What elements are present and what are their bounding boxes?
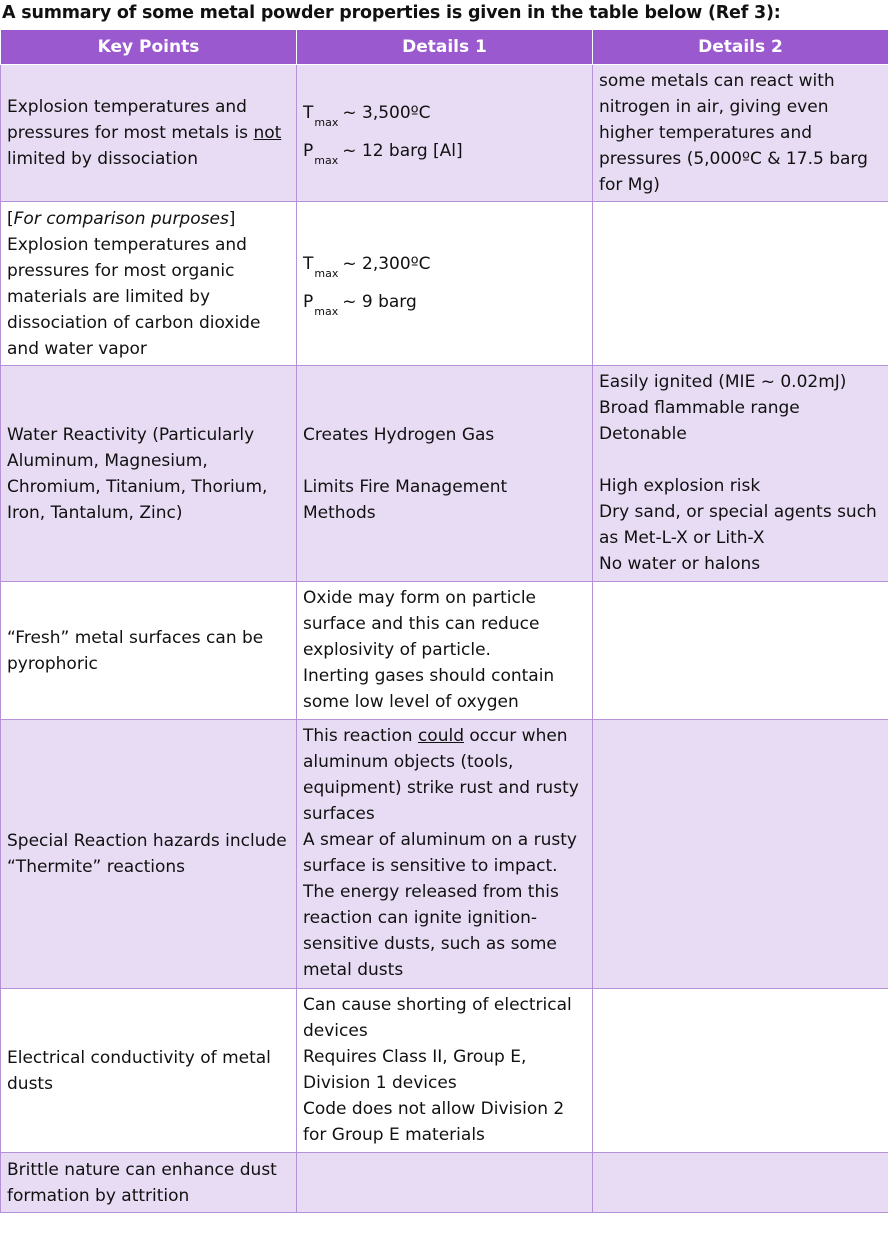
key-point-cell: [For comparison purposes] Explosion temperatures and pressures for most organic materials are limited by dissociation of carbon dioxide and water vapor (1, 202, 297, 366)
page-heading: A summary of some metal powder properties is given in the table below (Ref 3): (2, 3, 781, 23)
key-point-cell: Special Reaction hazards include “Thermite” reactions (1, 720, 297, 989)
t-max-value: $T_{max}$ ~ 2,300ºC (303, 253, 431, 280)
key-point-cell: Water Reactivity (Particularly Aluminum, Magnesium, Chromium, Titanium, Thorium, Iron, Tantalum, Zinc) (1, 366, 297, 582)
header-details-1: Details 1 (297, 30, 593, 65)
details-2-cell (593, 582, 888, 720)
details-2-cell: Easily ignited (MIE ~ 0.02mJ) Broad flammable range Detonable High explosion risk Dry sand, or special agents such as Met-L-X or Lith-X No water or halons (593, 366, 888, 582)
table-row (1, 366, 888, 582)
details-2-cell: some metals can react with nitrogen in air, giving even higher temperatures and pressures (5,000ºC & 17.5 barg for Mg) (593, 65, 888, 202)
details-1-cell (297, 202, 593, 366)
t-max-value: $T_{max}$ ~ 3,500ºC (303, 103, 431, 129)
table-row (1, 65, 888, 202)
table-header-row (1, 30, 888, 65)
metal-powder-properties-table (0, 29, 888, 1213)
key-point-cell: Brittle nature can enhance dust formation by attrition (1, 1153, 297, 1213)
table-row (1, 989, 888, 1153)
table-row (1, 582, 888, 720)
details-2-cell (593, 989, 888, 1153)
key-point-cell: Electrical conductivity of metal dusts (1, 989, 297, 1153)
details-2-cell (593, 1153, 888, 1213)
details-1-cell (297, 65, 593, 202)
details-1-cell: Can cause shorting of electrical devices Requires Class II, Group E, Division 1 devices Code does not allow Division 2 for Group E materials (297, 989, 593, 1153)
header-key-points: Key Points (1, 30, 297, 65)
table-row (1, 202, 888, 366)
key-point-cell: Explosion temperatures and pressures for most metals is not limited by dissociation (1, 65, 297, 202)
details-2-cell (593, 202, 888, 366)
header-details-2: Details 2 (593, 30, 888, 65)
details-1-cell (297, 1153, 593, 1213)
table-row (1, 1153, 888, 1213)
details-1-cell: Oxide may form on particle surface and this can reduce explosivity of particle. Inerting gases should contain some low level of oxygen (297, 582, 593, 720)
details-2-cell (593, 720, 888, 989)
p-max-value: $P_{max}$ ~ 9 barg (303, 291, 417, 318)
p-max-value: $P_{max}$ ~ 12 barg [Al] (303, 141, 463, 167)
details-1-cell: Creates Hydrogen Gas Limits Fire Management Methods (297, 366, 593, 582)
details-1-cell: This reaction could occur when aluminum objects (tools, equipment) strike rust and rusty surfaces A smear of aluminum on a rusty surface is sensitive to impact. The energy released from this reaction can ignite ignition- sensitive dusts, such as some metal dusts (297, 720, 593, 989)
table-row (1, 720, 888, 989)
key-point-cell: “Fresh” metal surfaces can be pyrophoric (1, 582, 297, 720)
